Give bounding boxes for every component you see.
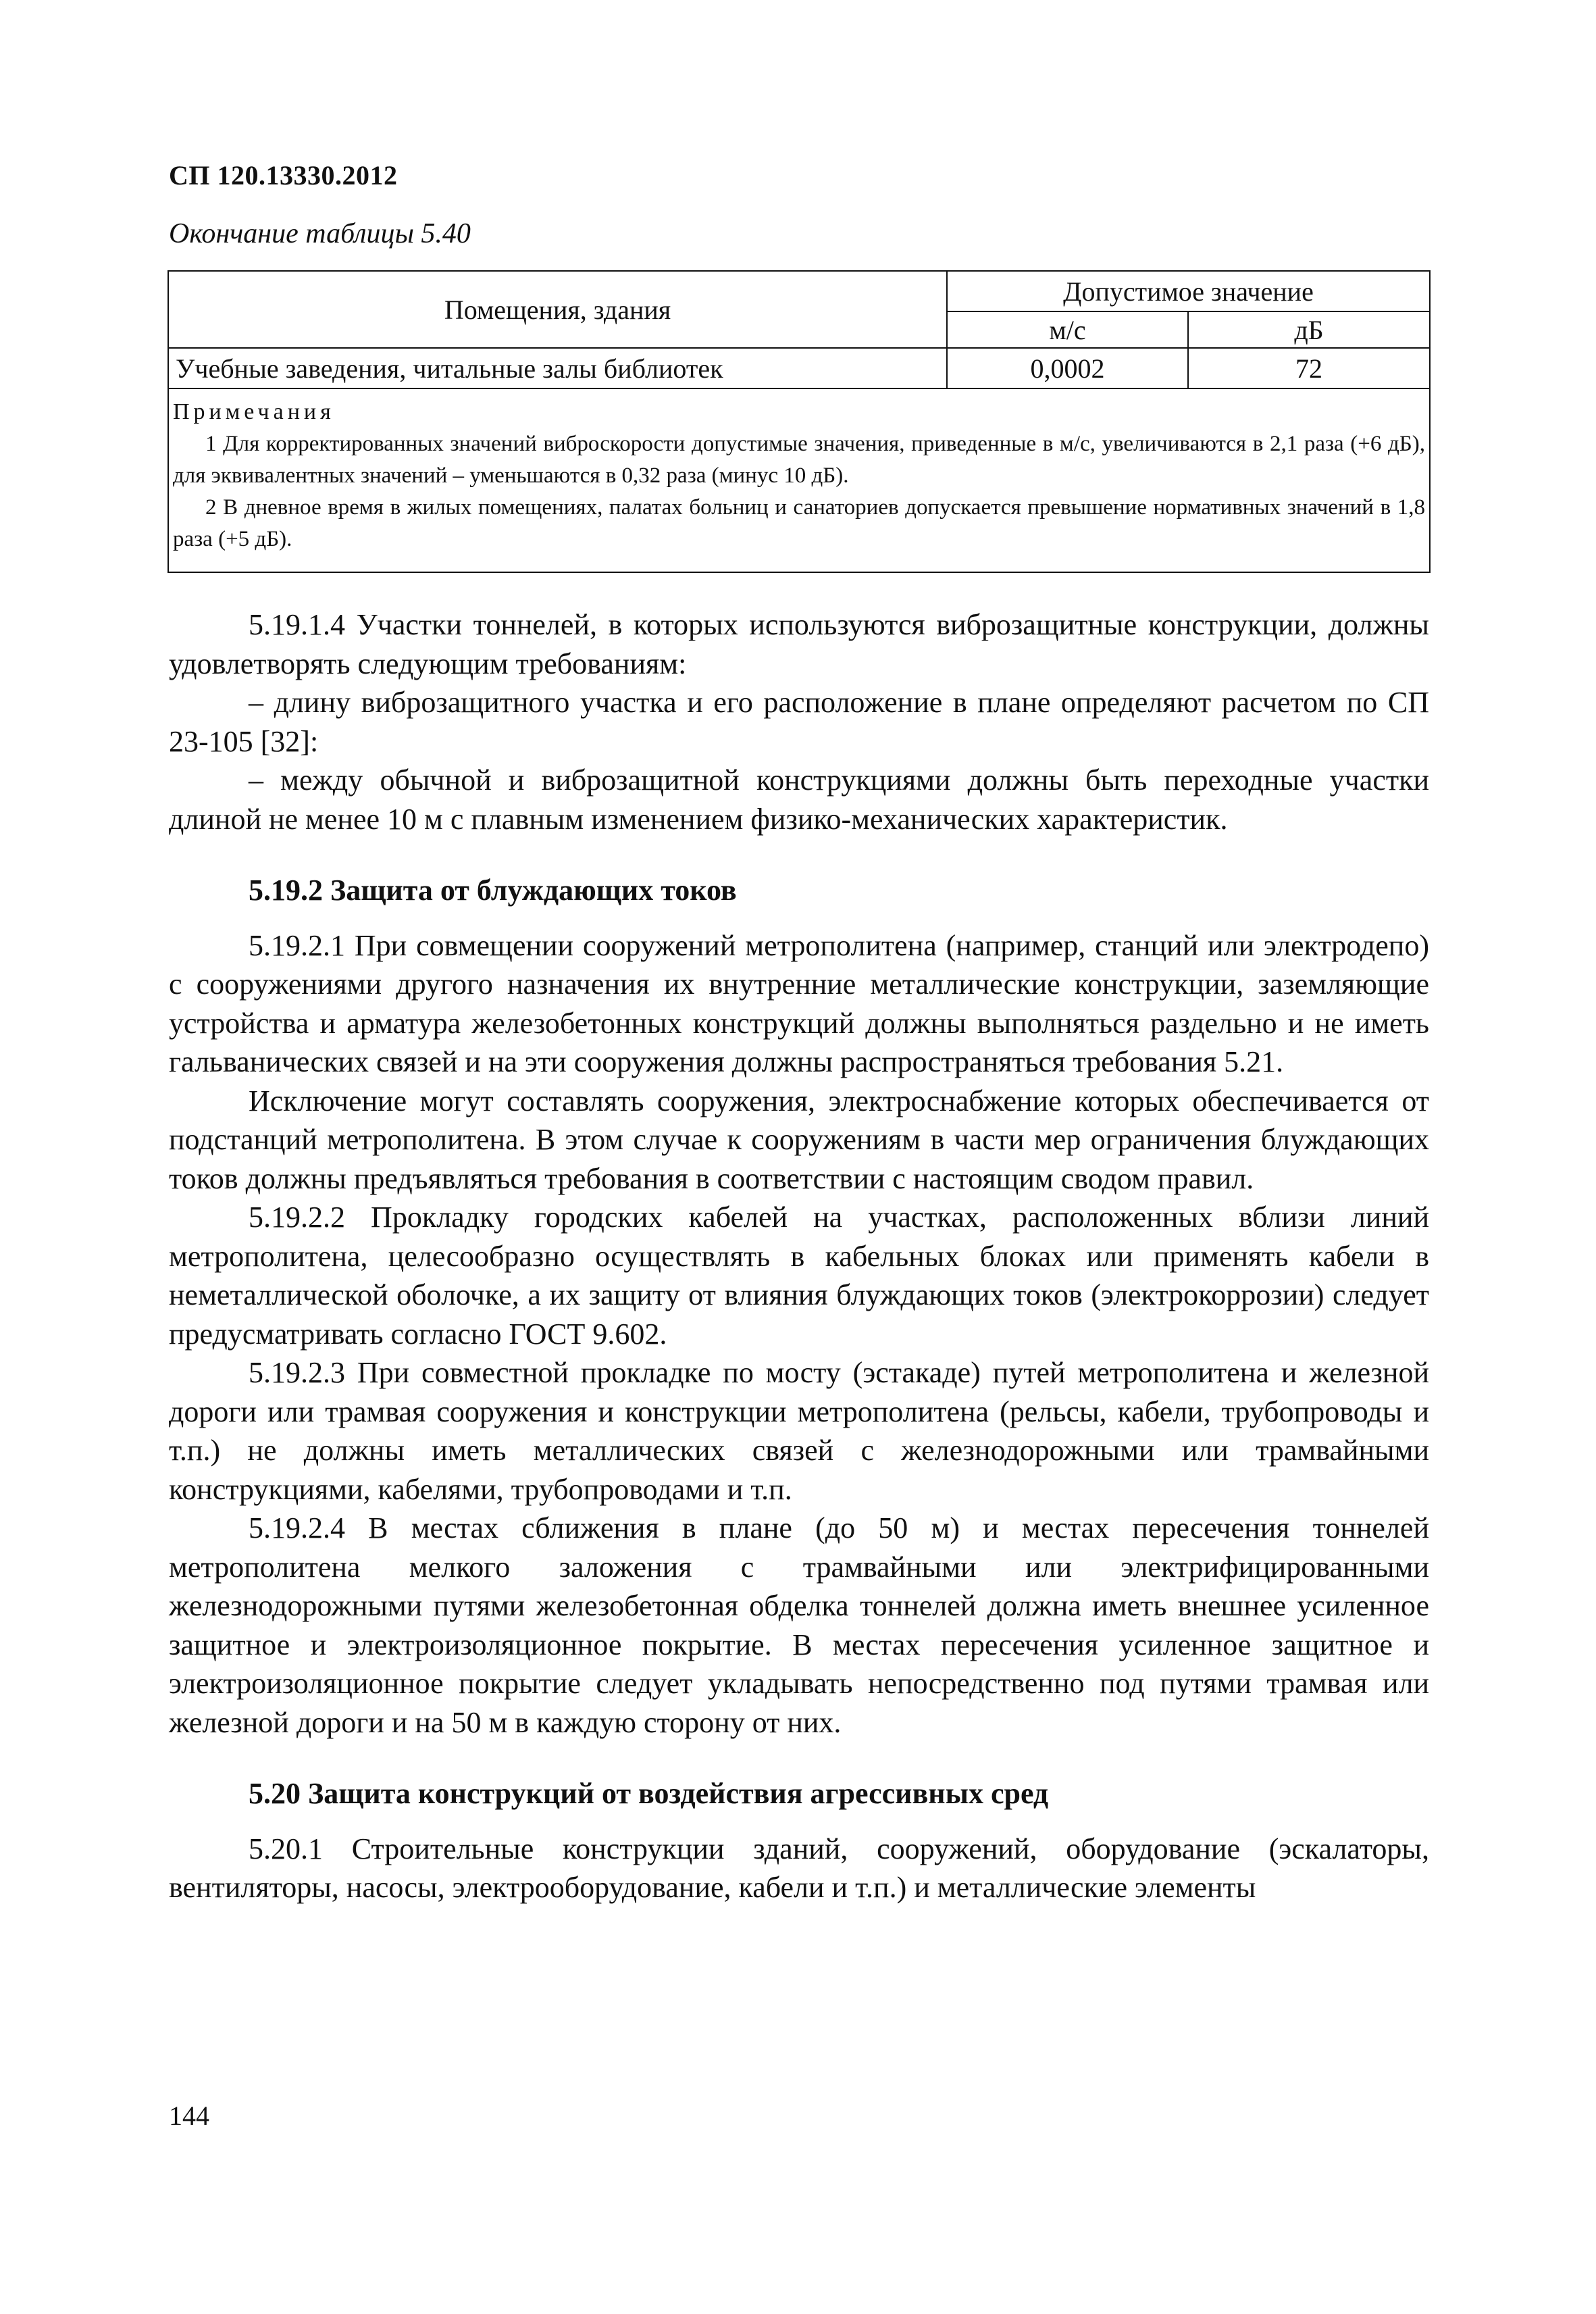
- document-code: СП 120.13330.2012: [169, 160, 398, 191]
- header-premises: Помещения, здания: [168, 271, 947, 348]
- document-body: [169, 605, 1429, 1907]
- paragraph-5-19-2-2: 5.19.2.2 Прокладку городских кабелей на участках, расположенных вблизи линий метрополитена, целесообразно осуществлять в кабельных блоках или применять кабели в неметаллической оболочке, а их защиту от влияния блуждающих токов (электрокоррозии) следует предусматривать согласно ГОСТ 9.602.: [169, 1201, 1429, 1351]
- section-heading-5-19-2: 5.19.2 Защита от блуждающих токов: [249, 874, 737, 907]
- note-1: 1 Для корректированных значений виброскорости допустимые значения, приведенные в м/с, увеличиваются в 2,1 раза (+6 дБ), для эквивалентных значений – уменьшаются в 0,32 раза (минус 10 дБ).: [173, 432, 1425, 488]
- page-number: 144: [169, 2101, 209, 2131]
- paragraph-exception: Исключение могут составлять сооружения, электроснабжение которых обеспечивается от подстанций метрополитена. В этом случае к сооружениям в части мер ограничения блуждающих токов должны предъявляться требования в соответствии с настоящим сводом правил.: [169, 1084, 1429, 1195]
- header-unit-ms: м/с: [947, 311, 1188, 348]
- table-header-row: [168, 271, 1430, 311]
- paragraph-5-19-1-4: 5.19.1.4 Участки тоннелей, в которых используются виброзащитные конструкции, должны удовлетворять следующим требованиям:: [169, 608, 1429, 680]
- paragraph-5-20-1: 5.20.1 Строительные конструкции зданий, сооружений, оборудование (эскалаторы, вентиляторы, насосы, электрооборудование, кабели и т.п.) и металлические элементы: [169, 1832, 1429, 1904]
- table-row: [168, 348, 1430, 388]
- list-item: – между обычной и виброзащитной конструкциями должны быть переходные участки длиной не менее 10 м с плавным изменением физико-механических характеристик.: [169, 763, 1429, 836]
- paragraph-5-19-2-3: 5.19.2.3 При совместной прокладке по мосту (эстакаде) путей метрополитена и железной дороги или трамвая сооружения и конструкции метрополитена (рельсы, кабели, трубопроводы и т.п.) не должны иметь металлических связей с железнодорожными или трамвайными конструкциями, кабелями, трубопроводами и т.п.: [169, 1356, 1429, 1506]
- table-notes-row: [168, 388, 1430, 572]
- row-value-ms: 0,0002: [947, 348, 1188, 388]
- list-item: – длину виброзащитного участка и его расположение в плане определяют расчетом по СП 23-105 [32]:: [169, 686, 1429, 758]
- header-unit-db: дБ: [1188, 311, 1430, 348]
- table-caption: Окончание таблицы 5.40: [169, 218, 471, 249]
- row-premises-name: Учебные заведения, читальные залы библиотек: [168, 348, 947, 388]
- header-allowed-value: Допустимое значение: [947, 271, 1430, 311]
- section-heading-5-20: 5.20 Защита конструкций от воздействия агрессивных сред: [249, 1777, 1049, 1810]
- paragraph-5-19-2-4: 5.19.2.4 В местах сближения в плане (до 50 м) и местах пересечения тоннелей метрополитена мелкого заложения с трамвайными или электрифицированными железнодорожными путями железобетонная обделка тоннелей должна иметь внешнее усиленное защитное и электроизоляционное покрытие. В местах пересечения усиленное защитное и электроизоляционное покрытие следует укладывать непосредственно под путями трамвая или железной дороги и на 50 м в каждую сторону от них.: [169, 1511, 1429, 1739]
- paragraph-5-19-2-1: 5.19.2.1 При совмещении сооружений метрополитена (например, станций или электродепо) с сооружениями другого назначения их внутренние металлические конструкции, заземляющие устройства и арматура железобетонных конструкций должны выполняться раздельно и не иметь гальванических связей и на эти сооружения должны распространяться требования 5.21.: [169, 928, 1429, 1078]
- row-value-db: 72: [1188, 348, 1430, 388]
- table-notes: [168, 388, 1430, 572]
- notes-title: Примечания: [173, 399, 335, 424]
- note-2: 2 В дневное время в жилых помещениях, палатах больниц и санаториев допускается превышение нормативных значений в 1,8 раза (+5 дБ).: [173, 495, 1425, 551]
- vibration-limits-table: [168, 270, 1431, 573]
